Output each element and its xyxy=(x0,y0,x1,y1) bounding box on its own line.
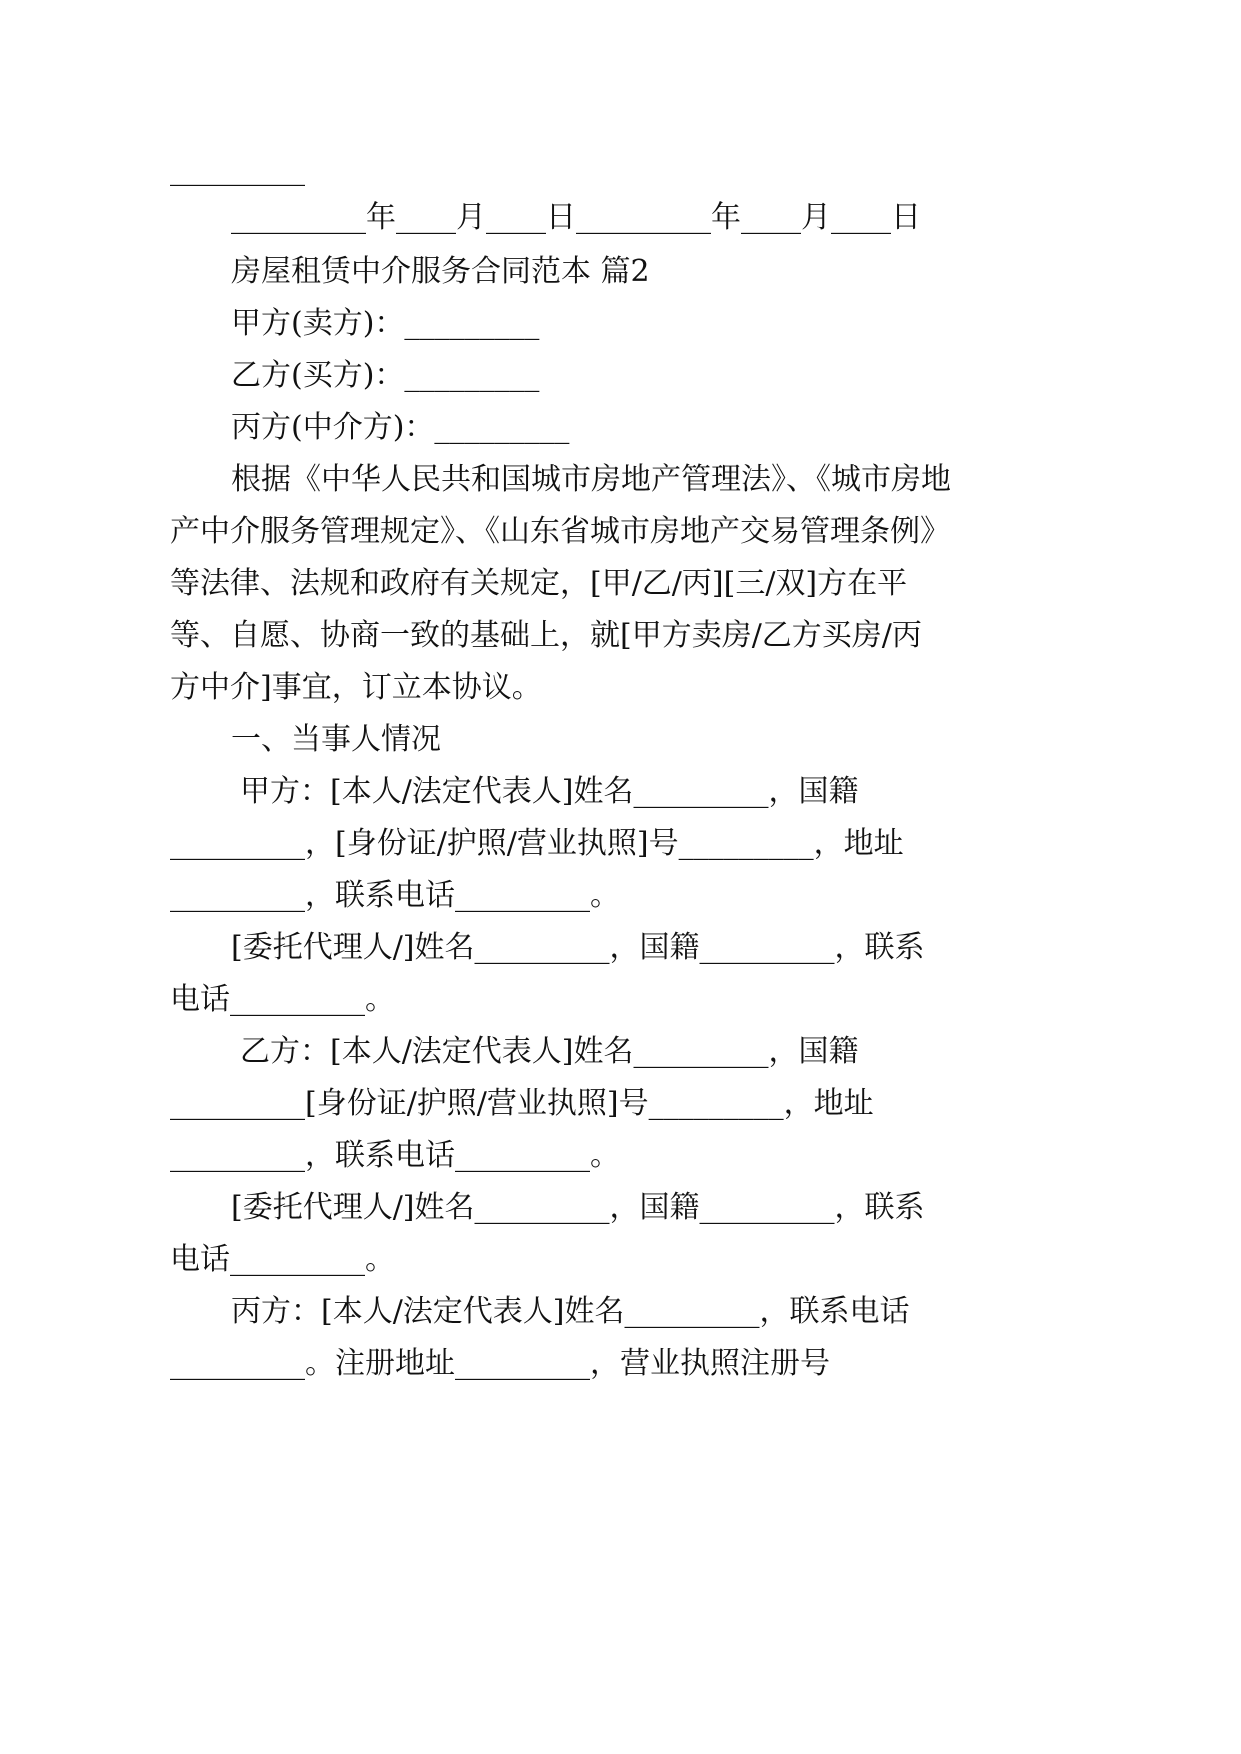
party-a-agent-2: 电话_________。 xyxy=(170,982,395,1017)
party-b-agent-2: 电话_________。 xyxy=(170,1242,395,1277)
preamble-line-4: 等、自愿、协商一致的基础上，就[甲方卖房/乙方买房/丙 xyxy=(170,618,922,653)
signature-blank-line: _________ xyxy=(170,152,305,187)
preamble-line-5: 方中介]事宜，订立本协议。 xyxy=(170,670,542,705)
party-a-detail-2: _________，[身份证/护照/营业执照]号_________，地址 xyxy=(170,826,904,861)
party-a-line: 甲方(卖方)：_________ xyxy=(231,306,540,341)
party-b-detail-2: _________[身份证/护照/营业执照]号_________，地址 xyxy=(170,1086,874,1121)
heading-parties: 一、当事人情况 xyxy=(231,722,441,757)
party-a-detail-3: _________，联系电话_________。 xyxy=(170,878,620,913)
party-c-detail-1: 丙方：[本人/法定代表人]姓名_________，联系电话 xyxy=(231,1294,910,1329)
section-title: 房屋租赁中介服务合同范本 篇2 xyxy=(231,254,650,289)
party-a-agent-1: [委托代理人/]姓名_________，国籍_________，联系 xyxy=(231,930,925,965)
party-b-line: 乙方(买方)：_________ xyxy=(231,358,540,393)
party-b-detail-1: 乙方：[本人/法定代表人]姓名_________，国籍 xyxy=(240,1034,859,1069)
signature-date-line: _________年____月____日_________年____月____日 xyxy=(231,200,921,235)
party-c-line: 丙方(中介方)：_________ xyxy=(231,410,570,445)
party-a-detail-1: 甲方：[本人/法定代表人]姓名_________，国籍 xyxy=(240,774,859,809)
preamble-line-1: 根据《中华人民共和国城市房地产管理法》、《城市房地 xyxy=(231,462,951,497)
party-c-detail-2: _________。注册地址_________，营业执照注册号 xyxy=(170,1346,830,1381)
party-b-detail-3: _________，联系电话_________。 xyxy=(170,1138,620,1173)
preamble-line-3: 等法律、法规和政府有关规定，[甲/乙/丙][三/双]方在平 xyxy=(170,566,908,601)
preamble-line-2: 产中介服务管理规定》、《山东省城市房地产交易管理条例》 xyxy=(170,514,950,549)
party-b-agent-1: [委托代理人/]姓名_________，国籍_________，联系 xyxy=(231,1190,925,1225)
